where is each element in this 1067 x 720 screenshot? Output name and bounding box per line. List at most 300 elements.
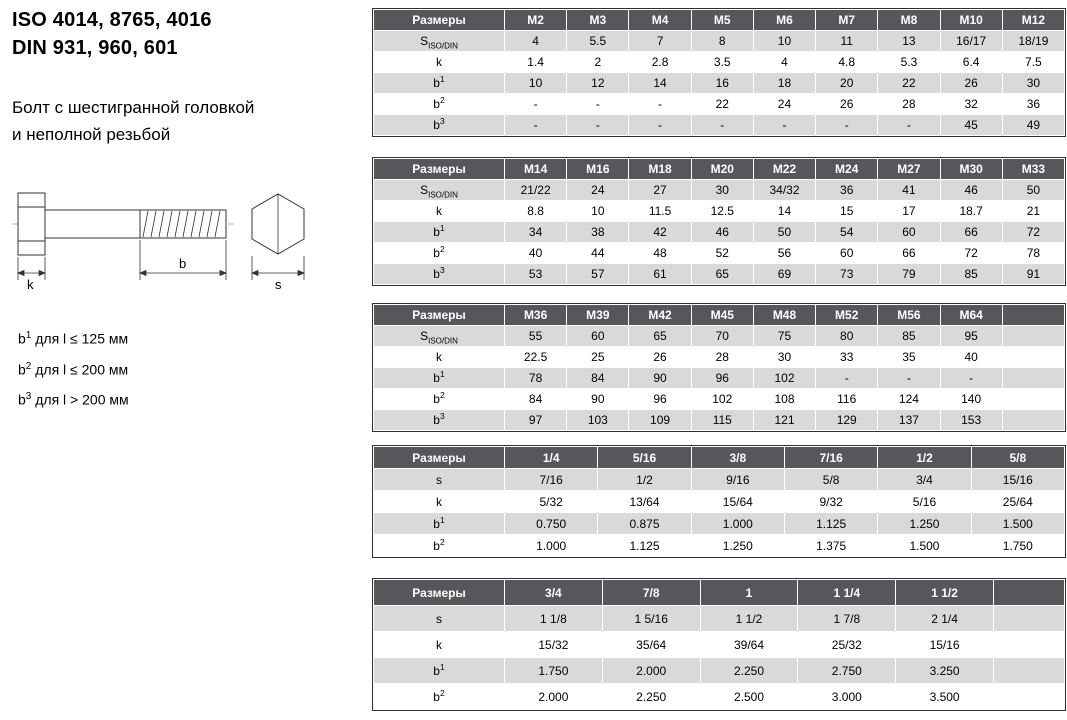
value-cell: 39/64 — [701, 632, 798, 657]
size-header-cell: M20 — [692, 159, 753, 179]
value-cell: 90 — [629, 368, 690, 388]
value-cell: 41 — [878, 180, 939, 200]
row-label-cell: $b^1$ — [374, 222, 504, 242]
size-header-cell: M12 — [1003, 10, 1064, 30]
table-row — [374, 264, 1064, 284]
value-cell — [1003, 389, 1064, 409]
bolt-drawing-svg — [12, 188, 312, 293]
value-cell: 2.8 — [629, 52, 690, 72]
value-cell: 78 — [505, 368, 566, 388]
table-row — [374, 491, 1064, 512]
value-cell: 25/32 — [798, 632, 895, 657]
row-label-cell: $b^1$ — [374, 658, 504, 683]
table-row — [374, 632, 1064, 657]
size-header-cell: M5 — [692, 10, 753, 30]
value-cell: 26 — [629, 347, 690, 367]
dimension-label-k: k — [27, 277, 34, 292]
value-cell: 35 — [878, 347, 939, 367]
value-cell: 2.000 — [505, 684, 602, 709]
value-cell: 8.8 — [505, 201, 566, 221]
value-cell: 7.5 — [1003, 52, 1064, 72]
value-cell: 90 — [567, 389, 628, 409]
value-cell: 45 — [941, 115, 1002, 135]
table-row — [374, 52, 1064, 72]
value-cell: 15/16 — [896, 632, 993, 657]
value-cell: 1.250 — [878, 513, 970, 534]
table-header-row — [374, 580, 1064, 605]
value-cell: - — [878, 368, 939, 388]
value-cell: 12 — [567, 73, 628, 93]
value-cell: 21 — [1003, 201, 1064, 221]
value-cell: 61 — [629, 264, 690, 284]
value-cell: 153 — [941, 410, 1002, 430]
value-cell: 46 — [692, 222, 753, 242]
bolt-head-end-view — [252, 194, 304, 254]
value-cell: 30 — [692, 180, 753, 200]
value-cell: 1/2 — [598, 469, 690, 490]
value-cell: 0.750 — [505, 513, 597, 534]
value-cell: 69 — [754, 264, 815, 284]
value-cell: 85 — [941, 264, 1002, 284]
value-cell: 60 — [567, 326, 628, 346]
value-cell: 4 — [754, 52, 815, 72]
table-row — [374, 513, 1064, 534]
sizes-header-cell: Размеры — [374, 10, 504, 30]
value-cell: 34 — [505, 222, 566, 242]
value-cell: - — [692, 115, 753, 135]
value-cell: - — [629, 94, 690, 114]
size-header-cell: M45 — [692, 305, 753, 325]
size-header-cell: M42 — [629, 305, 690, 325]
row-label-cell: k — [374, 491, 504, 512]
size-header-cell: 5/16 — [598, 447, 690, 468]
table-header-row — [374, 10, 1064, 30]
bolt-head-side-view — [18, 193, 45, 255]
value-cell: 10 — [567, 201, 628, 221]
row-label-cell: $b^3$ — [374, 115, 504, 135]
value-cell: 55 — [505, 326, 566, 346]
row-label-cell: k — [374, 201, 504, 221]
value-cell: 3.000 — [798, 684, 895, 709]
row-label-cell: $b^3$ — [374, 410, 504, 430]
value-cell: 140 — [941, 389, 1002, 409]
row-label-cell: s — [374, 469, 504, 490]
value-cell — [1003, 368, 1064, 388]
table-row — [374, 410, 1064, 430]
value-cell: 13 — [878, 31, 939, 51]
value-cell: 2 — [567, 52, 628, 72]
table-header-row — [374, 305, 1064, 325]
value-cell: 96 — [692, 368, 753, 388]
value-cell: - — [505, 94, 566, 114]
value-cell: - — [567, 115, 628, 135]
value-cell: 50 — [1003, 180, 1064, 200]
table-row — [374, 94, 1064, 114]
row-label-cell: $b^2$ — [374, 94, 504, 114]
value-cell: 3.5 — [692, 52, 753, 72]
value-cell: 5.3 — [878, 52, 939, 72]
size-header-cell — [994, 580, 1064, 605]
value-cell: 103 — [567, 410, 628, 430]
size-header-cell: M48 — [754, 305, 815, 325]
table-row — [374, 347, 1064, 367]
value-cell: 16 — [692, 73, 753, 93]
value-cell: 2 1/4 — [896, 606, 993, 631]
value-cell: - — [754, 115, 815, 135]
size-header-cell: M3 — [567, 10, 628, 30]
value-cell: - — [629, 115, 690, 135]
value-cell: 17 — [878, 201, 939, 221]
din-standards-line: DIN 931, 960, 601 — [12, 37, 178, 59]
value-cell: 2.000 — [603, 658, 700, 683]
value-cell: 84 — [567, 368, 628, 388]
value-cell: 78 — [1003, 243, 1064, 263]
value-cell: 4 — [505, 31, 566, 51]
value-cell: 5/8 — [785, 469, 877, 490]
value-cell: 1.500 — [972, 513, 1064, 534]
value-cell: 52 — [692, 243, 753, 263]
metric-table-m14-m33 — [372, 157, 1066, 286]
value-cell: 1.375 — [785, 535, 877, 556]
row-label-cell: k — [374, 52, 504, 72]
size-header-cell: 1/2 — [878, 447, 970, 468]
table-row — [374, 389, 1064, 409]
value-cell: 3/4 — [878, 469, 970, 490]
size-header-cell: 7/8 — [603, 580, 700, 605]
row-label-cell: $b^1$ — [374, 368, 504, 388]
value-cell: 1.000 — [692, 513, 784, 534]
value-cell: 22.5 — [505, 347, 566, 367]
value-cell: 116 — [816, 389, 877, 409]
value-cell: 10 — [505, 73, 566, 93]
notes — [18, 322, 129, 414]
row-label-cell: $S_{ISO/DIN}$ — [374, 31, 504, 51]
value-cell — [994, 658, 1064, 683]
thread-length-note: $b^3$ для l > 200 мм — [18, 391, 129, 408]
value-cell: 10 — [754, 31, 815, 51]
value-cell: 40 — [941, 347, 1002, 367]
value-cell: 1.125 — [598, 535, 690, 556]
value-cell: 54 — [816, 222, 877, 242]
value-cell: 124 — [878, 389, 939, 409]
value-cell: 5.5 — [567, 31, 628, 51]
value-cell: 21/22 — [505, 180, 566, 200]
row-label-cell: $b^1$ — [374, 513, 504, 534]
value-cell: 33 — [816, 347, 877, 367]
size-header-cell: M22 — [754, 159, 815, 179]
value-cell: 7/16 — [505, 469, 597, 490]
value-cell: 60 — [816, 243, 877, 263]
value-cell: 109 — [629, 410, 690, 430]
value-cell: - — [816, 368, 877, 388]
table-row — [374, 658, 1064, 683]
size-header-cell: M8 — [878, 10, 939, 30]
value-cell: 65 — [692, 264, 753, 284]
value-cell: 24 — [754, 94, 815, 114]
value-cell: 75 — [754, 326, 815, 346]
value-cell: 56 — [754, 243, 815, 263]
table-row — [374, 535, 1064, 556]
value-cell: 28 — [878, 94, 939, 114]
bolt-shaft — [45, 210, 226, 238]
size-header-cell: M14 — [505, 159, 566, 179]
value-cell: 97 — [505, 410, 566, 430]
value-cell: - — [567, 94, 628, 114]
value-cell: 3.500 — [896, 684, 993, 709]
value-cell: 46 — [941, 180, 1002, 200]
value-cell: - — [816, 115, 877, 135]
value-cell: 25 — [567, 347, 628, 367]
row-label-cell: s — [374, 606, 504, 631]
row-label-cell: $S_{ISO/DIN}$ — [374, 180, 504, 200]
table-header-row — [374, 159, 1064, 179]
value-cell: 50 — [754, 222, 815, 242]
row-label-cell: $b^2$ — [374, 389, 504, 409]
size-header-cell: M24 — [816, 159, 877, 179]
value-cell: 35/64 — [603, 632, 700, 657]
size-header-cell: 5/8 — [972, 447, 1064, 468]
size-header-cell: 1 1/2 — [896, 580, 993, 605]
value-cell — [1003, 347, 1064, 367]
value-cell: 1.000 — [505, 535, 597, 556]
value-cell: 26 — [816, 94, 877, 114]
value-cell: 95 — [941, 326, 1002, 346]
value-cell: 34/32 — [754, 180, 815, 200]
row-label-cell: $b^2$ — [374, 535, 504, 556]
size-header-cell: 1/4 — [505, 447, 597, 468]
value-cell: 53 — [505, 264, 566, 284]
thread-length-note: $b^2$ для l ≤ 200 мм — [18, 360, 129, 378]
table-row — [374, 606, 1064, 631]
value-cell: 4.8 — [816, 52, 877, 72]
value-cell: 66 — [941, 222, 1002, 242]
value-cell: 2.250 — [701, 658, 798, 683]
tables-column — [372, 0, 1067, 720]
value-cell: 7 — [629, 31, 690, 51]
size-header-cell: M33 — [1003, 159, 1064, 179]
value-cell: 1 1/2 — [701, 606, 798, 631]
description-line-2: и неполной резьбой — [12, 125, 171, 144]
value-cell: 15/16 — [972, 469, 1064, 490]
value-cell: 108 — [754, 389, 815, 409]
value-cell: 12.5 — [692, 201, 753, 221]
size-header-cell: 7/16 — [785, 447, 877, 468]
table-row — [374, 201, 1064, 221]
row-label-cell: k — [374, 632, 504, 657]
inch-table-3-4-1-1-2 — [372, 578, 1066, 711]
value-cell: 49 — [1003, 115, 1064, 135]
value-cell: 1.125 — [785, 513, 877, 534]
bolt-description — [12, 94, 254, 148]
row-label-cell: k — [374, 347, 504, 367]
metric-table-m36-m64 — [372, 303, 1066, 432]
value-cell: 1.500 — [878, 535, 970, 556]
table-row — [374, 222, 1064, 242]
value-cell: 18/19 — [1003, 31, 1064, 51]
row-label-cell: $b^1$ — [374, 73, 504, 93]
thread-length-note: $b^1$ для l ≤ 125 мм — [18, 330, 129, 347]
value-cell: 102 — [692, 389, 753, 409]
value-cell: 121 — [754, 410, 815, 430]
value-cell: 102 — [754, 368, 815, 388]
size-header-cell — [1003, 305, 1064, 325]
value-cell: - — [941, 368, 1002, 388]
row-label-cell: $b^2$ — [374, 243, 504, 263]
table-row — [374, 326, 1064, 346]
row-label-cell: $S_{ISO/DIN}$ — [374, 326, 504, 346]
value-cell — [994, 606, 1064, 631]
value-cell: 137 — [878, 410, 939, 430]
value-cell: 18.7 — [941, 201, 1002, 221]
value-cell: 2.250 — [603, 684, 700, 709]
value-cell: 5/16 — [878, 491, 970, 512]
table-row — [374, 73, 1064, 93]
value-cell: 65 — [629, 326, 690, 346]
value-cell: 1.250 — [692, 535, 784, 556]
size-header-cell: M27 — [878, 159, 939, 179]
table-row — [374, 115, 1064, 135]
value-cell: 25/64 — [972, 491, 1064, 512]
value-cell: 13/64 — [598, 491, 690, 512]
table-header-row — [374, 447, 1064, 468]
value-cell: 40 — [505, 243, 566, 263]
value-cell: 3.250 — [896, 658, 993, 683]
inch-table-quarter-5-8 — [372, 445, 1066, 558]
size-header-cell: 1 1/4 — [798, 580, 895, 605]
value-cell: 1.4 — [505, 52, 566, 72]
size-header-cell: M39 — [567, 305, 628, 325]
value-cell: 129 — [816, 410, 877, 430]
size-header-cell: M56 — [878, 305, 939, 325]
dimension-label-b: b — [179, 256, 187, 271]
value-cell: - — [505, 115, 566, 135]
size-header-cell: M52 — [816, 305, 877, 325]
value-cell: 30 — [1003, 73, 1064, 93]
value-cell: 85 — [878, 326, 939, 346]
value-cell: 11.5 — [629, 201, 690, 221]
value-cell: 1 7/8 — [798, 606, 895, 631]
value-cell: 44 — [567, 243, 628, 263]
size-header-cell: M30 — [941, 159, 1002, 179]
value-cell: 14 — [629, 73, 690, 93]
value-cell: 15/64 — [692, 491, 784, 512]
dimension-label-s: s — [275, 277, 282, 292]
value-cell: 38 — [567, 222, 628, 242]
value-cell: 6.4 — [941, 52, 1002, 72]
value-cell: 30 — [754, 347, 815, 367]
sizes-header-cell: Размеры — [374, 447, 504, 468]
value-cell: 15 — [816, 201, 877, 221]
value-cell: 72 — [1003, 222, 1064, 242]
value-cell: 84 — [505, 389, 566, 409]
value-cell: 80 — [816, 326, 877, 346]
value-cell — [1003, 410, 1064, 430]
value-cell: 96 — [629, 389, 690, 409]
row-label-cell: $b^2$ — [374, 684, 504, 709]
size-header-cell: M7 — [816, 10, 877, 30]
value-cell: 91 — [1003, 264, 1064, 284]
iso-standards-line: ISO 4014, 8765, 4016 — [12, 9, 212, 31]
size-header-cell: M6 — [754, 10, 815, 30]
size-header-cell: 1 — [701, 580, 798, 605]
standards-title — [12, 6, 364, 62]
table-row — [374, 684, 1064, 709]
value-cell: 72 — [941, 243, 1002, 263]
size-header-cell: 3/4 — [505, 580, 602, 605]
size-header-cell: M10 — [941, 10, 1002, 30]
sizes-header-cell: Размеры — [374, 580, 504, 605]
value-cell: 66 — [878, 243, 939, 263]
value-cell — [994, 632, 1064, 657]
description-line-1: Болт с шестигранной головкой — [12, 98, 255, 117]
value-cell: 20 — [816, 73, 877, 93]
value-cell: 48 — [629, 243, 690, 263]
size-header-cell: M64 — [941, 305, 1002, 325]
value-cell: 5/32 — [505, 491, 597, 512]
value-cell: 24 — [567, 180, 628, 200]
table-row — [374, 31, 1064, 51]
sizes-header-cell: Размеры — [374, 159, 504, 179]
table-row — [374, 368, 1064, 388]
size-header-cell: M16 — [567, 159, 628, 179]
value-cell: 18 — [754, 73, 815, 93]
value-cell: 42 — [629, 222, 690, 242]
value-cell: 28 — [692, 347, 753, 367]
value-cell: - — [878, 115, 939, 135]
value-cell: 1 5/16 — [603, 606, 700, 631]
value-cell: 79 — [878, 264, 939, 284]
value-cell: 8 — [692, 31, 753, 51]
size-header-cell: M2 — [505, 10, 566, 30]
value-cell — [1003, 326, 1064, 346]
value-cell: 70 — [692, 326, 753, 346]
value-cell: 22 — [692, 94, 753, 114]
value-cell: 1 1/8 — [505, 606, 602, 631]
size-header-cell: M18 — [629, 159, 690, 179]
bolt-technical-drawing — [12, 188, 312, 298]
value-cell: 26 — [941, 73, 1002, 93]
size-header-cell: M36 — [505, 305, 566, 325]
value-cell: 2.500 — [701, 684, 798, 709]
value-cell: 0.875 — [598, 513, 690, 534]
row-label-cell: $b^3$ — [374, 264, 504, 284]
table-row — [374, 180, 1064, 200]
value-cell: 22 — [878, 73, 939, 93]
value-cell: 60 — [878, 222, 939, 242]
value-cell: 32 — [941, 94, 1002, 114]
value-cell: 73 — [816, 264, 877, 284]
size-header-cell: M4 — [629, 10, 690, 30]
value-cell: 9/32 — [785, 491, 877, 512]
value-cell: 115 — [692, 410, 753, 430]
sizes-header-cell: Размеры — [374, 305, 504, 325]
value-cell: 36 — [816, 180, 877, 200]
metric-table-m2-m12 — [372, 8, 1066, 137]
left-panel — [12, 6, 364, 716]
value-cell: 14 — [754, 201, 815, 221]
value-cell: 27 — [629, 180, 690, 200]
value-cell: 1.750 — [505, 658, 602, 683]
table-row — [374, 243, 1064, 263]
value-cell: 9/16 — [692, 469, 784, 490]
value-cell: 2.750 — [798, 658, 895, 683]
value-cell: 11 — [816, 31, 877, 51]
value-cell: 36 — [1003, 94, 1064, 114]
value-cell: 15/32 — [505, 632, 602, 657]
table-row — [374, 469, 1064, 490]
value-cell: 1.750 — [972, 535, 1064, 556]
value-cell — [994, 684, 1064, 709]
